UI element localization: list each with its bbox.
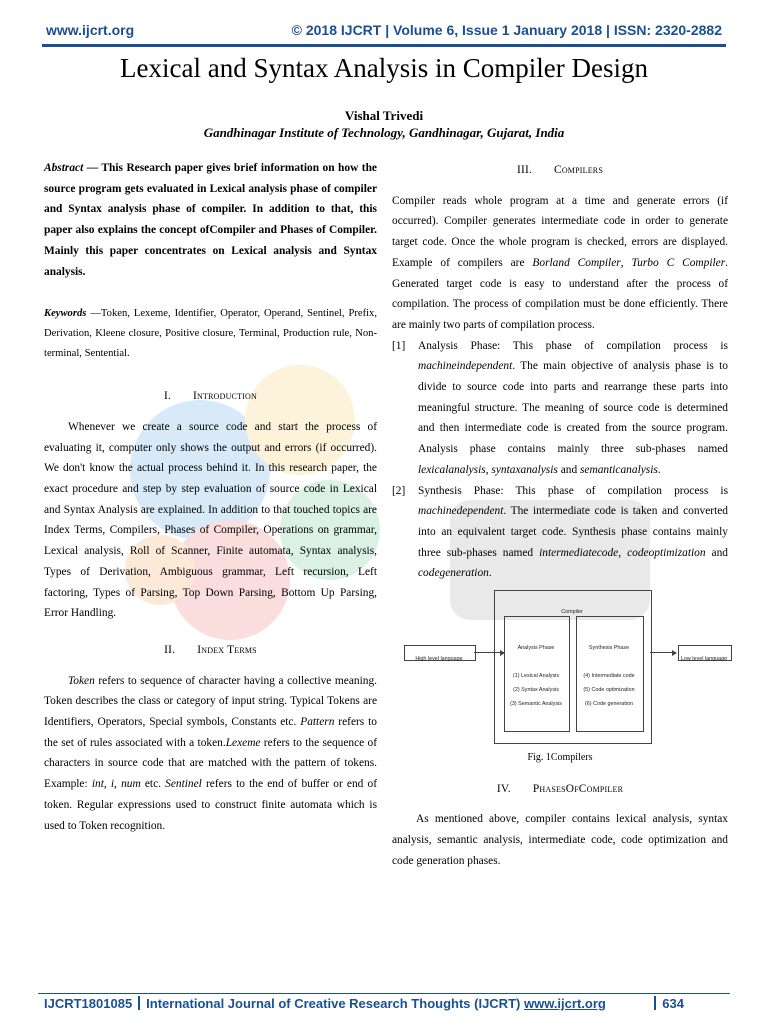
section-title: PhasesOfCompiler <box>532 782 624 795</box>
text-run: etc. <box>140 778 166 791</box>
synthesis-item: (5) Code optimization <box>583 687 635 694</box>
page-footer <box>44 996 724 1011</box>
section-title: Introduction <box>193 390 257 403</box>
section-heading-index-terms <box>44 640 377 661</box>
abstract-text: — This Research paper gives brief information on how the source program gets evaluated in Lexical analysis phase of compiler and Syntax analysis phase of compiler. In addition to that, this paper also explains the concept ofCompiler and Phases of Compiler. Mainly this paper concentrates on Lexical analysis and Syntax analysis. <box>44 162 377 278</box>
example-borland: Borland Compiler <box>532 256 621 269</box>
section-heading-phases <box>392 779 728 800</box>
output-arrow <box>650 652 676 653</box>
journal-name: International Journal of Creative Research Thoughts (IJCRT) <box>146 996 521 1011</box>
paper-title: Lexical and Syntax Analysis in Compiler Design <box>120 53 648 83</box>
section-heading-introduction <box>44 386 377 407</box>
term-pattern: Pattern <box>300 716 335 729</box>
analysis-item: (2) Syntax Analysis <box>513 687 559 694</box>
introduction-body: Whenever we create a source code and start the process of evaluating it, computer only shows the output and errors (if occurred). We don't know the actual process behind it. In this research paper, the exact procedure and step by step evaluation of source code in Lexical and Syntax Analysis are explained. In addition to that touched topics are Index Terms, Compilers, Phases of Compiler, Operations on grammar, Lexical analysis, Roll of Scanner, Finite automata, Syntax analysis, Types of Derivation, Ambiguous grammar, Left recursion, Left factoring, Types of Parsing, Top Down Parsing, Bottom Up Parsing, Error Handling. <box>44 420 377 620</box>
phases-body: As mentioned above, compiler contains lexical analysis, syntax analysis, semantic analysis, intermediate code, code optimization and code generation phases. <box>392 813 728 867</box>
emphasis: intermediatecode <box>539 546 619 559</box>
compilers-body <box>392 191 728 336</box>
input-arrow <box>474 652 504 653</box>
example-turbo-c: Turbo C Compiler <box>631 256 726 269</box>
footer-rule <box>38 993 730 994</box>
output-label: Low level language <box>680 656 728 663</box>
compilation-parts-list <box>392 336 728 584</box>
compiler-box-title: Compiler <box>561 609 583 616</box>
example-int: int <box>91 778 104 791</box>
abstract-label: Abstract <box>44 162 84 174</box>
text-run: Analysis Phase: This phase of compilation process is <box>418 339 728 352</box>
term-lexeme: Lexeme <box>225 736 261 749</box>
text-run: , <box>103 778 111 791</box>
emphasis: syntaxanalysis <box>491 463 558 476</box>
paper-id: IJCRT1801085 <box>44 996 133 1011</box>
section-number: IV. <box>496 782 511 795</box>
text-run: . Generated target code is easy to understand after the process of compilation. The process of compilation must be done efficiently. There are mainly two parts of compilation process. <box>392 256 728 331</box>
term-sentinel: Sentinel <box>165 778 202 791</box>
text-run: refers to sequence of character having a collective meaning. Token describes the class or category of input string. Typical Tokens are Identifiers, Operators, Special symbols, Constants etc. <box>44 674 377 729</box>
emphasis: lexicalanalysis <box>418 463 486 476</box>
list-marker: [2] <box>392 484 406 497</box>
figure-caption: Fig. 1Compilers <box>527 752 593 764</box>
footer-separator <box>654 996 656 1010</box>
text-run: Compiler reads whole program at a time and generate errors (if occurred). Compiler generates intermediate code in order to generate target code. Once the whole program is checked, errors are displayed. Example of compilers are <box>392 194 728 269</box>
paper-author: Vishal Trivedi <box>344 108 424 123</box>
keywords-label: Keywords <box>44 308 87 320</box>
term-token: Token <box>68 674 95 687</box>
analysis-phase-title: Analysis Phase <box>517 645 555 652</box>
emphasis: semanticanalysis <box>580 463 658 476</box>
section-title: Index Terms <box>197 643 257 656</box>
emphasis: machineindependent <box>418 360 513 373</box>
text-run: . <box>657 463 661 476</box>
text-run: . <box>488 567 492 580</box>
abstract <box>44 158 377 282</box>
analysis-item: (3) Semantic Analysis <box>510 701 562 708</box>
section-number: I. <box>163 390 172 403</box>
page-header <box>46 22 722 42</box>
section-number: III. <box>517 164 533 176</box>
text-run: . The intermediate code is taken and converted into an equivalent target code. Synthesis phase contains mainly three sub-phases named <box>418 505 728 559</box>
section-heading-compilers <box>392 160 728 181</box>
analysis-item: (1) Lexical Analysis <box>512 673 560 680</box>
section-title: Compilers <box>554 164 603 176</box>
synthesis-phase-title: Synthesis Phase <box>588 645 630 652</box>
synthesis-item: (6) Code generation <box>585 701 633 708</box>
example-i: i <box>110 778 115 791</box>
page-number-group <box>648 996 684 1011</box>
journal-site-link[interactable]: www.ijcrt.org <box>46 22 135 38</box>
footer-site-link[interactable]: www.ijcrt.org <box>523 996 606 1011</box>
keywords-text: —Token, Lexeme, Identifier, Operator, Operand, Sentinel, Prefix, Derivation, Kleene closure, Positive closure, Terminal, Production rule, Non-terminal, Sentential. <box>44 308 377 360</box>
journal-meta: © 2018 IJCRT | Volume 6, Issue 1 January 2018 | ISSN: 2320-2882 <box>291 22 722 38</box>
text-run: , <box>114 778 122 791</box>
emphasis: codeoptimization <box>627 546 706 559</box>
example-num: num <box>121 778 141 791</box>
list-marker: [1] <box>392 339 406 352</box>
text-run: , <box>618 546 628 559</box>
section-number: II. <box>164 643 176 656</box>
right-column <box>392 158 728 872</box>
text-run: , <box>620 256 632 269</box>
header-rule <box>42 44 726 47</box>
page-number: 634 <box>662 996 684 1011</box>
input-label: High level language <box>415 656 463 663</box>
text-run: and <box>705 546 729 559</box>
emphasis: machinedependent <box>418 505 504 518</box>
left-column <box>44 158 377 836</box>
footer-separator <box>138 996 140 1010</box>
keywords <box>44 304 377 364</box>
compiler-figure <box>404 590 730 746</box>
list-item <box>392 336 728 481</box>
emphasis: codegeneration <box>418 567 489 580</box>
index-terms-body <box>44 671 377 837</box>
synthesis-item: (4) Intermediate code <box>583 673 635 680</box>
text-run: refers to the set of rules associated with a token. <box>44 716 377 749</box>
text-run: . The main objective of analysis phase is to divide to source code into parts and rearrange these parts into meaningful structure. The meaning of source code is determined and then intermediate code is created from the source program. Analysis phase contains mainly three sub-phases named <box>418 360 728 456</box>
paper-affiliation: Gandhinagar Institute of Technology, Gandhinagar, Gujarat, India <box>203 125 565 140</box>
text-run: refers to the end of buffer or end of token. Regular expressions used to construct finite automata which is used to Token recognition. <box>44 778 377 832</box>
text-run: , <box>485 463 492 476</box>
text-run: and <box>557 463 580 476</box>
text-run: refers to the sequence of characters in source code that are matched with the pattern of tokens. Example: <box>44 736 377 791</box>
text-run: Synthesis Phase: This phase of compilation process is <box>418 484 728 497</box>
list-item <box>392 481 728 585</box>
